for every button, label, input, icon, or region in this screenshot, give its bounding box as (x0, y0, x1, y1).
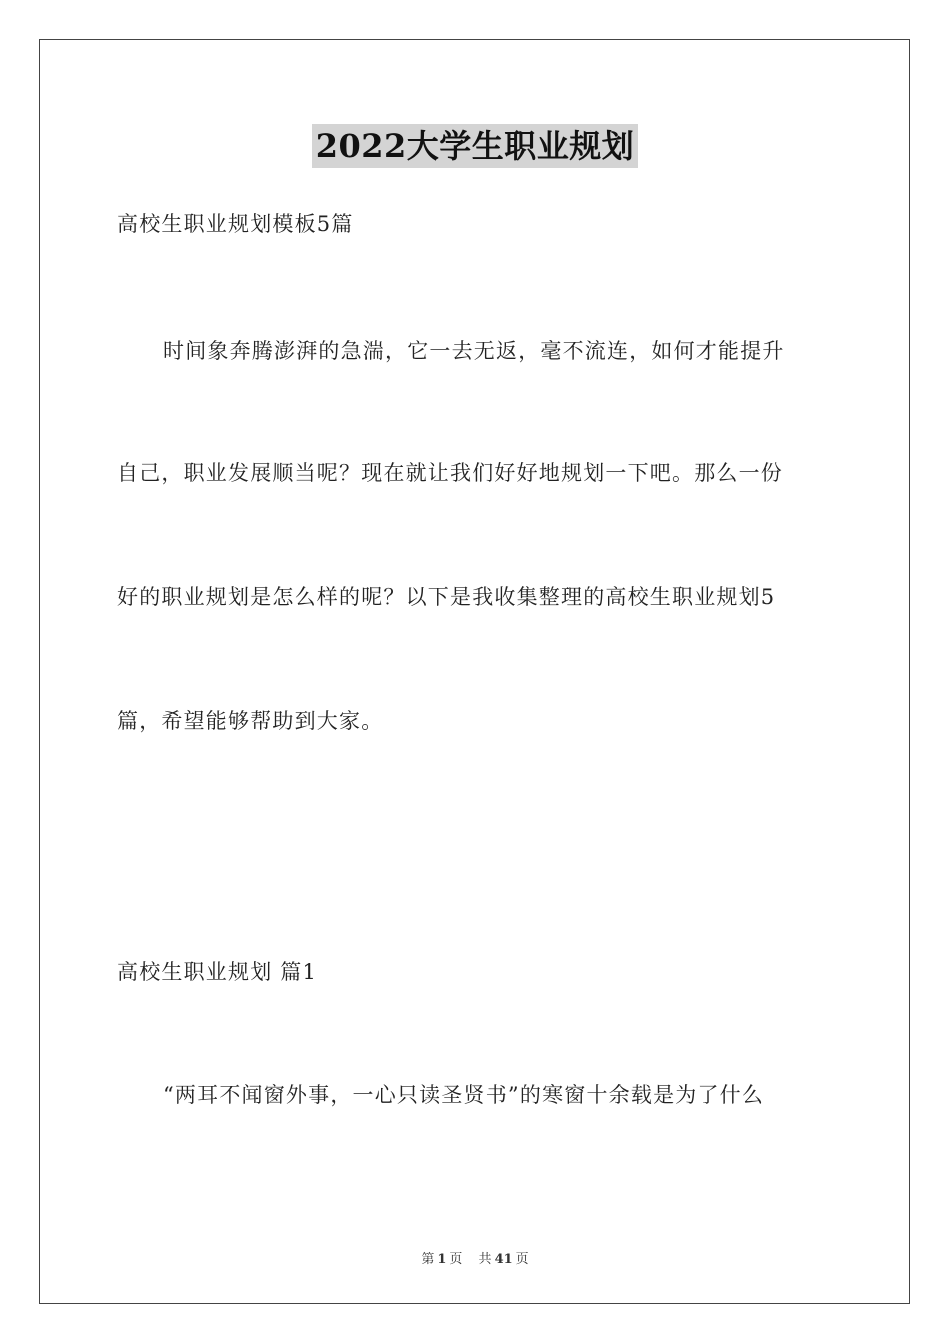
total-prefix: 共 (478, 1252, 492, 1267)
title-container (0, 124, 950, 168)
document-title: 2022大学生职业规划 (312, 124, 639, 168)
total-suffix: 页 (515, 1252, 529, 1267)
section-heading: 高校生职业规划 篇1 (117, 960, 318, 984)
page-suffix: 页 (449, 1252, 463, 1267)
current-page: 1 (437, 1252, 447, 1267)
intro-line-1: 时间象奔腾澎湃的急湍，它一去无返，毫不流连，如何才能提升 (163, 339, 785, 363)
document-subtitle: 高校生职业规划模板5篇 (117, 212, 354, 236)
intro-line-3: 好的职业规划是怎么样的呢？以下是我收集整理的高校生职业规划5 (117, 585, 776, 609)
total-count: 41 (494, 1252, 513, 1267)
intro-line-4: 篇，希望能够帮助到大家。 (117, 709, 384, 733)
page-footer (0, 1248, 950, 1267)
section-paragraph-line-1: “两耳不闻窗外事，一心只读圣贤书”的寒窗十余载是为了什么 (163, 1083, 765, 1107)
page-number (418, 1252, 465, 1267)
intro-line-2: 自己，职业发展顺当呢？现在就让我们好好地规划一下吧。那么一份 (117, 461, 783, 485)
total-pages (476, 1252, 532, 1267)
page-prefix: 第 (421, 1252, 435, 1267)
